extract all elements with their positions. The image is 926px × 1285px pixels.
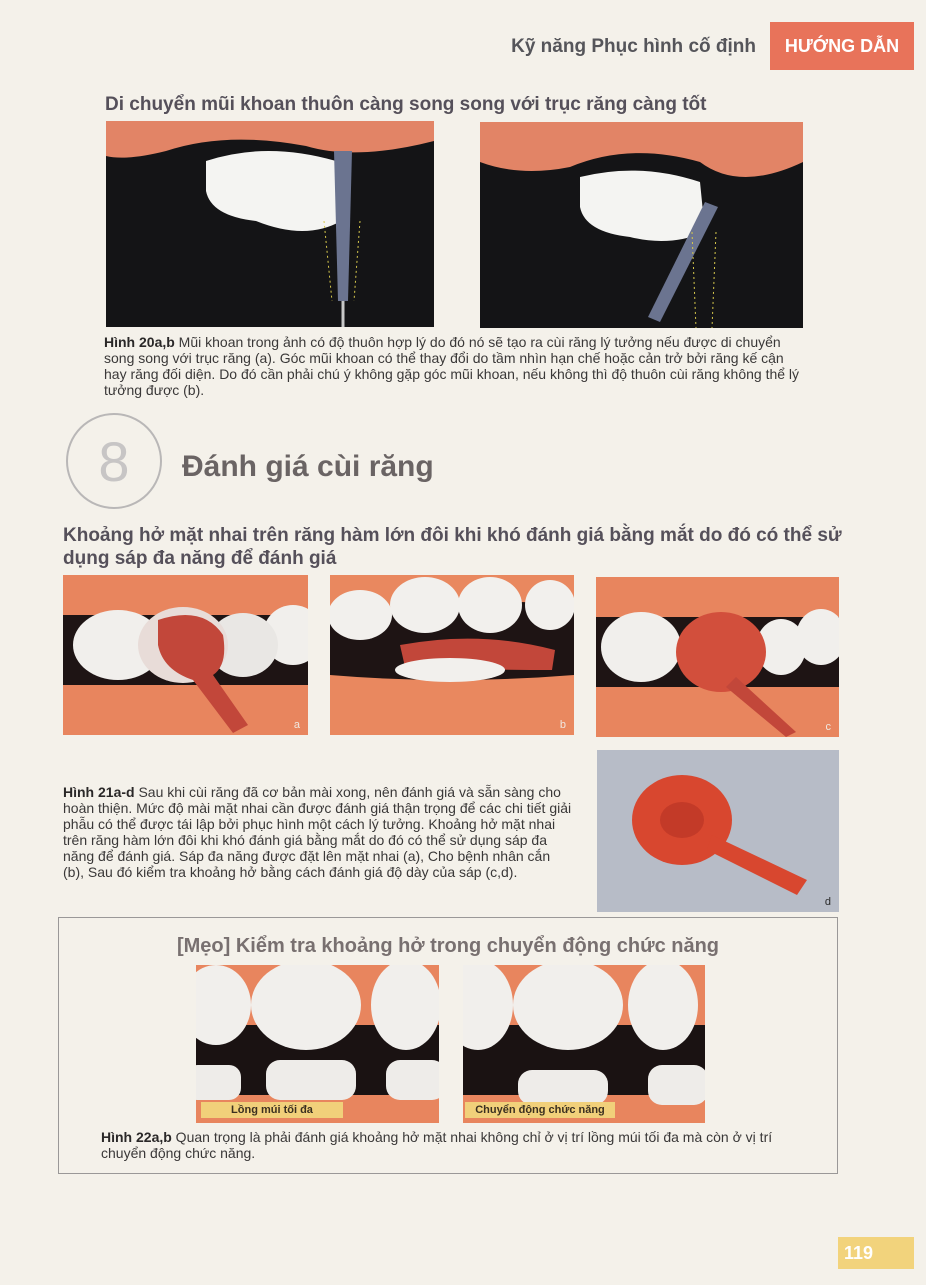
page-number: 119 [838,1237,914,1269]
photo-label-a: a [293,719,300,731]
drill-parallel-illustration [106,121,434,327]
drill-heading: Di chuyển mũi khoan thuôn càng song song với trục răng càng tốt [105,94,707,115]
wax-on-tooth-illustration [63,575,308,735]
figure-21d-photo [597,750,839,912]
figure-21a-photo [63,575,308,735]
label-functional-movement: Chuyển động chức năng [465,1102,615,1118]
figure-22b-photo [463,965,705,1123]
header-badge: HƯỚNG DẪN [770,22,914,70]
photo-label-c: c [825,721,831,733]
figure-20-caption-text: Mũi khoan trong ảnh có độ thuôn hợp lý do đó nó sẽ tạo ra cùi răng lý tưởng nếu được di chuyển song song với trục răng (a). Góc mũi khoan có thể thay đổi do tầm nhìn hạn chế hoặc cản trở bởi răng kế cận hay răng đối diện. Do đó cần phải chú ý không gặp góc mũi khoan, nếu không thì độ thuôn cùi răng không thể lý tưởng được (b). [104,334,800,398]
label-max-intercuspation: Lồng múi tối đa [201,1102,343,1118]
figure-21-caption [63,784,575,880]
figure-21c-photo [596,577,839,737]
figure-20b-photo [480,122,803,328]
section-number-circle [66,413,162,509]
section8-subheading: Khoảng hở mặt nhai trên răng hàm lớn đôi khi khó đánh giá bằng mắt do đó có thể sử dụng sáp đa năng để đánh giá [63,525,842,569]
figure-20-caption [104,334,804,398]
section-title: Đánh giá cùi răng [182,450,434,483]
functional-movement-illustration [463,965,705,1123]
figure-22-label: Hình 22a,b [101,1129,172,1145]
figure-22-caption-text: Quan trọng là phải đánh giá khoảng hở mặt nhai không chỉ ở vị trí lồng múi tối đa mà còn ở vị trí chuyển động chức năng. [101,1129,773,1161]
figure-22a-photo [196,965,439,1123]
wax-thickness-illustration [597,750,839,912]
tip-title: [Mẹo] Kiểm tra khoảng hở trong chuyển động chức năng [176,935,720,957]
wax-check-illustration [596,577,839,737]
figure-20-label: Hình 20a,b [104,334,175,350]
drill-angled-illustration [480,122,803,328]
photo-label-b: b [559,719,566,731]
figure-21b-photo [330,575,574,735]
max-intercuspation-illustration [196,965,439,1123]
running-header-title: Kỹ năng Phục hình cố định [511,36,756,57]
photo-label-d: d [824,896,831,908]
section-number: 8 [98,429,130,493]
figure-22-caption [101,1129,806,1161]
patient-biting-illustration [330,575,574,735]
figure-21-label: Hình 21a-d [63,784,135,800]
figure-20a-photo [106,121,434,327]
figure-21-caption-text: Sau khi cùi răng đã cơ bản mài xong, nên đánh giá và sẵn sàng cho hoàn thiện. Mức độ mài mặt nhai cần được đánh giá thận trọng để các chi tiết giải phẫu có thể được tái lập bởi phục hình một cách lý tưởng. Khoảng hở mặt nhai trên răng hàm lớn đôi khi khó đánh giá bằng mắt do đó có thể sử dụng sáp đa năng để đánh giá. Sáp đa năng được đặt lên mặt nhai (a), Cho bệnh nhân cắn (b), Sau đó kiểm tra khoảng hở bằng cách đánh giá độ dày của sáp (c,d). [63,784,572,880]
